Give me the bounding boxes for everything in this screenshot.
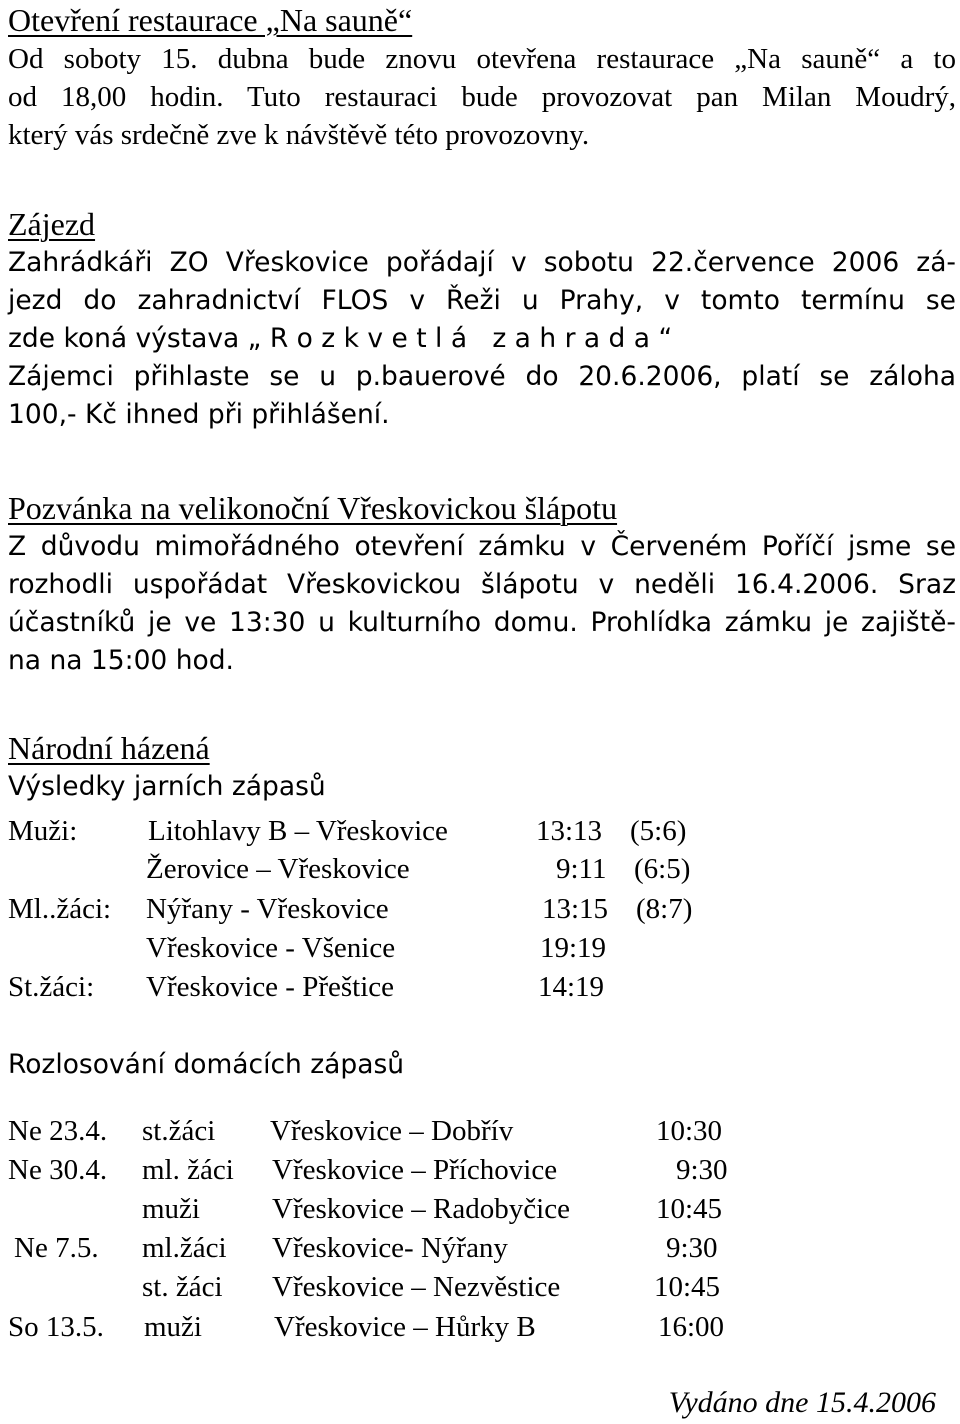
result-half: (5:6) xyxy=(630,815,687,847)
result-half: (8:7) xyxy=(636,893,693,925)
zajezd-line: 100,- Kč ihned při přihlášení. xyxy=(8,399,390,430)
result-category: Muži: xyxy=(8,815,78,847)
section-restaurace xyxy=(8,0,956,154)
result-score: 13:13 xyxy=(536,815,603,847)
result-score: 14:19 xyxy=(538,971,605,1003)
schedule-date: So 13.5. xyxy=(8,1311,104,1343)
slapota-line: účastníků je ve 13:30 u kulturního domu. Prohlídka zámku je zajiště- xyxy=(8,607,956,638)
zajezd-line: zde koná výstava „ R o z k v e t l á z a h r a d a “ xyxy=(8,323,673,354)
zajezd-line: Zahrádkáři ZO Vřeskovice pořádají v sobotu 22.července 2006 zá- xyxy=(8,247,956,278)
schedule-time: 16:00 xyxy=(658,1311,725,1343)
schedule-match: Vřeskovice – Nezvěstice xyxy=(272,1271,561,1303)
section-zajezd xyxy=(8,204,956,434)
schedule-heading: Rozlosování domácích zápasů xyxy=(8,1049,405,1080)
restaurace-text xyxy=(8,40,956,154)
schedule-time: 10:45 xyxy=(654,1271,721,1303)
schedule-match: Vřeskovice – Dobřív xyxy=(270,1115,514,1147)
slapota-line: rozhodli uspořádat Vřeskovickou šlápotu v neděli 16.4.2006. Sraz xyxy=(8,569,956,600)
result-match: Vřeskovice - Všenice xyxy=(146,932,396,964)
result-category: Ml..žáci: xyxy=(8,893,112,925)
result-score: 9:11 xyxy=(556,853,607,885)
restaurace-line: od 18,00 hodin. Tuto restauraci bude provozovat pan Milan Moudrý, xyxy=(8,81,956,113)
result-match: Vřeskovice - Přeštice xyxy=(146,971,395,1003)
schedule-category: muži xyxy=(144,1311,202,1343)
schedule-date: Ne 30.4. xyxy=(8,1154,108,1186)
result-score: 19:19 xyxy=(540,932,607,964)
restaurace-line: který vás srdečně zve k návštěvě této provozovny. xyxy=(8,119,590,151)
schedule-time: 9:30 xyxy=(666,1232,718,1264)
slapota-text xyxy=(8,528,956,680)
result-category: St.žáci: xyxy=(8,971,95,1003)
issue-date: Vydáno dne 15.4.2006 xyxy=(668,1386,936,1419)
zajezd-heading: Zájezd xyxy=(8,206,96,242)
restaurace-line: Od soboty 15. dubna bude znovu otevřena restaurace „Na sauně“ a to xyxy=(8,43,956,75)
schedule-category: muži xyxy=(142,1193,200,1225)
schedule-time: 10:30 xyxy=(656,1115,723,1147)
result-match: Litohlavy B – Vřeskovice xyxy=(148,815,448,847)
schedule-time: 10:45 xyxy=(656,1193,723,1225)
result-score: 13:15 xyxy=(542,893,609,925)
result-half: (6:5) xyxy=(634,853,691,885)
hazena-heading: Národní házená xyxy=(8,730,210,766)
section-hazena xyxy=(8,728,956,806)
schedule-match: Vřeskovice- Nýřany xyxy=(272,1232,508,1264)
zajezd-line: Zájemci přihlaste se u p.bauerové do 20.6.2006, platí se záloha xyxy=(8,361,956,392)
slapota-line: Z důvodu mimořádného otevření zámku v Červeném Poříčí jsme se xyxy=(8,531,956,562)
schedule-time: 9:30 xyxy=(676,1154,728,1186)
schedule-category: st. žáci xyxy=(142,1271,223,1303)
schedule-match: Vřeskovice – Hůrky B xyxy=(274,1311,536,1343)
restaurace-heading: Otevření restaurace „Na sauně“ xyxy=(8,2,413,38)
hazena-subtitle: Výsledky jarních zápasů xyxy=(8,771,326,802)
schedule-category: ml. žáci xyxy=(142,1154,234,1186)
schedule-category: ml.žáci xyxy=(142,1232,227,1264)
slapota-line: na na 15:00 hod. xyxy=(8,645,234,676)
zajezd-text xyxy=(8,244,956,434)
result-match: Nýřany - Vřeskovice xyxy=(146,893,389,925)
slapota-heading: Pozvánka na velikonoční Vřeskovickou šlápotu xyxy=(8,490,618,526)
schedule-date: Ne 23.4. xyxy=(8,1115,108,1147)
result-match: Žerovice – Vřeskovice xyxy=(146,853,410,885)
schedule-date: Ne 7.5. xyxy=(14,1232,99,1264)
section-slapota xyxy=(8,488,956,680)
schedule-match: Vřeskovice – Příchovice xyxy=(272,1154,558,1186)
schedule-match: Vřeskovice – Radobyčice xyxy=(272,1193,570,1225)
zajezd-line: jezd do zahradnictví FLOS v Řeži u Prahy, v tomto termínu se xyxy=(8,285,956,316)
schedule-category: st.žáci xyxy=(142,1115,216,1147)
